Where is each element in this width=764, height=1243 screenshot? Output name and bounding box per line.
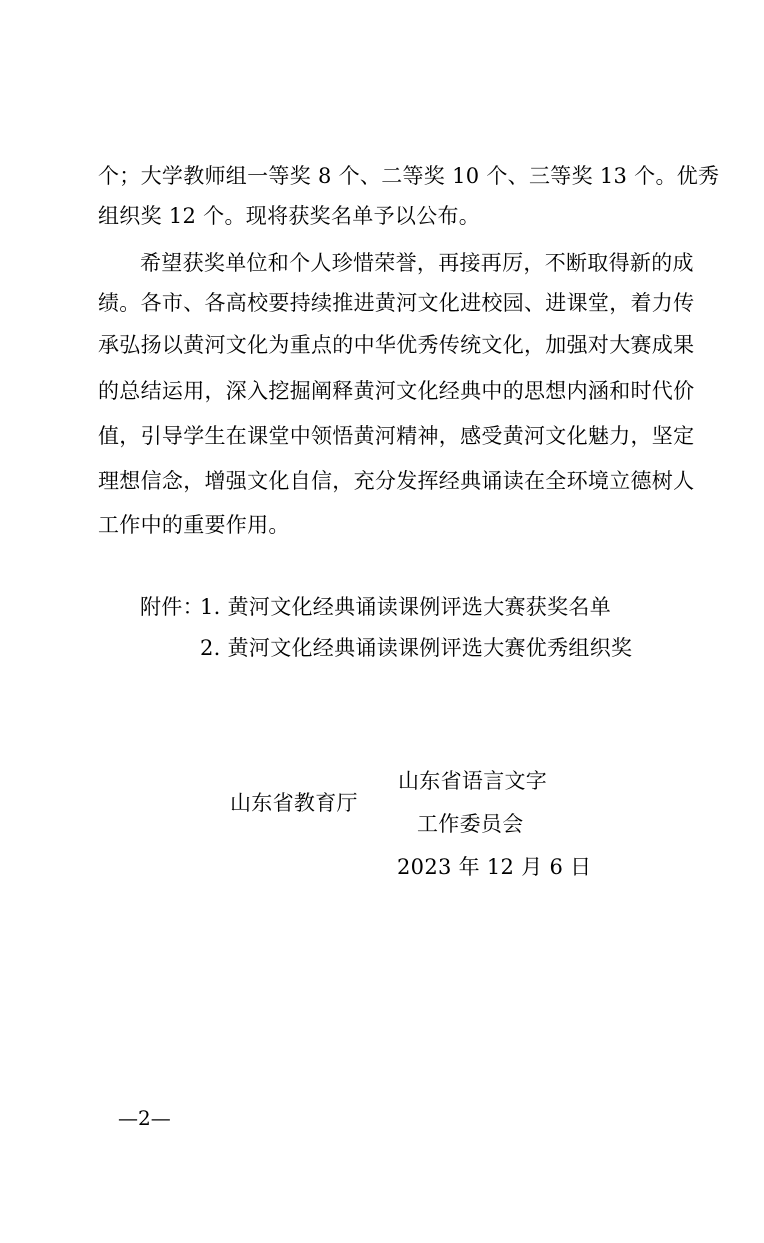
paragraph-2-line-1: 希望获奖单位和个人珍惜荣誉，再接再厉，不断取得新的成 — [140, 251, 694, 275]
issue-date: 2023 年 12 月 6 日 — [397, 855, 592, 879]
paragraph-1-line-1: 个；大学教师组一等奖 8 个、二等奖 10 个、三等奖 13 个。优秀 — [98, 164, 720, 188]
paragraph-2-line-6: 理想信念，增强文化自信，充分发挥经典诵读在全环境立德树人 — [98, 469, 695, 493]
paragraph-1-line-2: 组织奖 12 个。现将获奖名单予以公布。 — [98, 204, 481, 228]
paragraph-2-line-2: 绩。各市、各高校要持续推进黄河文化进校园、进课堂，着力传 — [98, 291, 695, 315]
issuer-language-committee-line-2: 工作委员会 — [417, 812, 524, 836]
attachments-label: 附件： — [140, 595, 204, 619]
issuer-education-department: 山东省教育厅 — [230, 791, 358, 815]
paragraph-2-line-7: 工作中的重要作用。 — [98, 513, 290, 537]
page-number: —2— — [118, 1106, 171, 1130]
attachment-item-2: 2. 黄河文化经典诵读课例评选大赛优秀组织奖 — [200, 636, 633, 660]
paragraph-2-line-4: 的总结运用，深入挖掘阐释黄河文化经典中的思想内涵和时代价 — [98, 379, 695, 403]
attachment-item-1: 1. 黄河文化经典诵读课例评选大赛获奖名单 — [200, 595, 612, 619]
paragraph-2-line-3: 承弘扬以黄河文化为重点的中华优秀传统文化，加强对大赛成果 — [98, 333, 695, 357]
paragraph-2-line-5: 值，引导学生在课堂中领悟黄河精神，感受黄河文化魅力，坚定 — [98, 424, 695, 448]
issuer-language-committee-line-1: 山东省语言文字 — [398, 769, 548, 793]
